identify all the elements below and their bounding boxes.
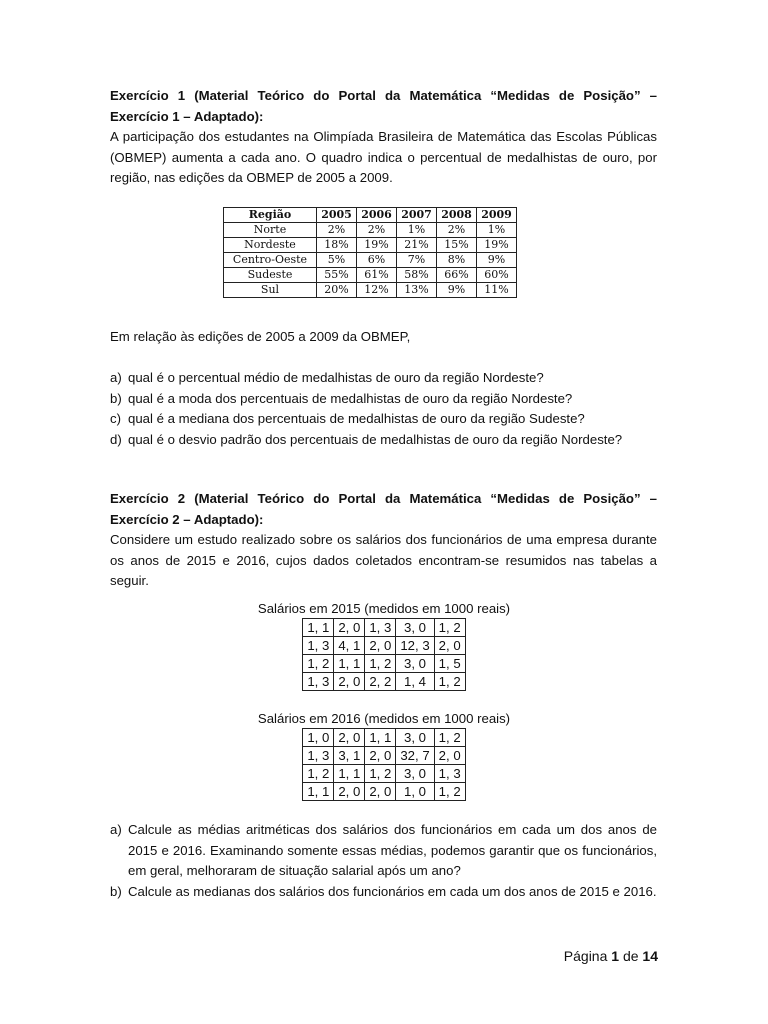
page-label: Página <box>563 948 608 964</box>
table-cell: 12% <box>357 283 397 298</box>
exercise-2-heading: Exercício 2 (Material Teórico do Portal da Matemática “Medidas de Posição” – Exercício 2 – Adaptado): <box>110 491 657 527</box>
table-header-row <box>224 208 517 223</box>
page-total: 14 <box>642 948 658 964</box>
question-letter: a) <box>110 822 122 837</box>
table-cell: Sudeste <box>224 268 317 283</box>
table-cell: 1, 3 <box>434 765 465 783</box>
question-text: qual é a moda dos percentuais de medalhistas de ouro da região Nordeste? <box>128 390 573 406</box>
salary-2016-caption: Salários em 2016 (medidos em 1000 reais) <box>257 711 511 726</box>
table-cell: Norte <box>224 223 317 238</box>
table-cell: 2, 0 <box>365 783 396 801</box>
table-cell: 1, 2 <box>434 673 465 691</box>
list-item <box>110 882 657 903</box>
table-row <box>224 223 517 238</box>
exercise-1-prompt-block <box>110 327 657 348</box>
table-cell: 3, 0 <box>396 765 434 783</box>
table-cell: 2% <box>437 223 477 238</box>
table-cell: 2, 0 <box>334 783 365 801</box>
salary-2016-table <box>302 728 465 801</box>
question-letter: b) <box>110 390 122 406</box>
table-cell: 1, 2 <box>434 619 465 637</box>
table-header-cell: 2008 <box>437 208 477 223</box>
salary-2015-block <box>0 600 768 691</box>
table-cell: 1, 1 <box>334 655 365 673</box>
table-cell: 1, 0 <box>303 729 334 747</box>
table-cell: 12, 3 <box>396 637 434 655</box>
table-row <box>303 783 465 801</box>
table-cell: 1, 0 <box>396 783 434 801</box>
page-current: 1 <box>611 948 620 964</box>
exercise-1-questions <box>110 368 670 450</box>
table-cell: 1% <box>397 223 437 238</box>
table-cell: 1, 1 <box>334 765 365 783</box>
page-number <box>564 948 658 964</box>
list-item <box>110 409 670 430</box>
table-row <box>303 765 465 783</box>
question-text: Calcule as médias aritméticas dos salários dos funcionários em cada um dos anos de 2015 e 2016. Examinando somente essas médias, podemos garantir que os funcionários, em geral, melhoraram de situação salarial após um ano? <box>128 822 657 878</box>
list-item <box>110 820 657 882</box>
table-cell: 8% <box>437 253 477 268</box>
table-cell: 1, 1 <box>303 783 334 801</box>
table-cell: 1, 2 <box>434 783 465 801</box>
table-cell: 1, 2 <box>365 765 396 783</box>
table-cell: 11% <box>477 283 517 298</box>
table-row <box>303 673 465 691</box>
table-row <box>224 283 517 298</box>
table-row <box>303 729 465 747</box>
exercise-1-section <box>110 86 657 189</box>
table-cell: 13% <box>397 283 437 298</box>
table-cell: 1, 3 <box>303 637 334 655</box>
table-cell: 19% <box>357 238 397 253</box>
table-cell: 2% <box>317 223 357 238</box>
table-cell: 2, 0 <box>365 637 396 655</box>
exercise-1-prompt: Em relação às edições de 2005 a 2009 da OBMEP, <box>110 329 411 344</box>
table-cell: 2, 2 <box>365 673 396 691</box>
table-row <box>224 268 517 283</box>
question-letter: a) <box>110 370 122 385</box>
table-row <box>303 655 465 673</box>
table-row <box>303 747 465 765</box>
table-cell: 1, 1 <box>303 619 334 637</box>
table-cell: 2, 0 <box>334 729 365 747</box>
medal-table-wrapper <box>223 207 517 298</box>
table-cell: 2% <box>357 223 397 238</box>
table-cell: 21% <box>397 238 437 253</box>
table-cell: 2, 0 <box>434 747 465 765</box>
table-cell: 1, 5 <box>434 655 465 673</box>
list-item <box>110 368 670 389</box>
page-of-label: de <box>622 948 639 964</box>
table-cell: 66% <box>437 268 477 283</box>
table-cell: 19% <box>477 238 517 253</box>
table-cell: 61% <box>357 268 397 283</box>
table-cell: 1% <box>477 223 517 238</box>
table-cell: 3, 0 <box>396 619 434 637</box>
table-cell: 2, 0 <box>434 637 465 655</box>
table-cell: 32, 7 <box>396 747 434 765</box>
salary-2015-table <box>302 618 465 691</box>
table-cell: 1, 2 <box>434 729 465 747</box>
exercise-1-intro: A participação dos estudantes na Olimpíada Brasileira de Matemática das Escolas Públicas (OBMEP) aumenta a cada ano. O quadro indica o percentual de medalhistas de ouro, por região, nas edições da OBMEP de 2005 a 2009. <box>110 129 657 185</box>
list-item <box>110 389 670 410</box>
table-cell: 5% <box>317 253 357 268</box>
table-cell: Sul <box>224 283 317 298</box>
table-cell: 1, 3 <box>365 619 396 637</box>
table-cell: 1, 2 <box>303 655 334 673</box>
table-cell: 9% <box>437 283 477 298</box>
table-cell: 7% <box>397 253 437 268</box>
table-cell: 3, 0 <box>396 655 434 673</box>
table-cell: 1, 3 <box>303 673 334 691</box>
table-cell: Nordeste <box>224 238 317 253</box>
salary-2015-caption: Salários em 2015 (medidos em 1000 reais) <box>257 601 511 616</box>
table-cell: 1, 2 <box>365 655 396 673</box>
table-cell: 15% <box>437 238 477 253</box>
medal-percentage-table <box>223 207 517 298</box>
table-cell: 1, 2 <box>303 765 334 783</box>
table-cell: 3, 1 <box>334 747 365 765</box>
exercise-2-questions <box>110 820 657 902</box>
table-header-cell: 2005 <box>317 208 357 223</box>
table-header-cell: 2007 <box>397 208 437 223</box>
table-header-cell: Região <box>224 208 317 223</box>
table-cell: 20% <box>317 283 357 298</box>
question-text: qual é o desvio padrão dos percentuais de medalhistas de ouro da região Nordeste? <box>128 431 623 447</box>
table-cell: 58% <box>397 268 437 283</box>
table-cell: 9% <box>477 253 517 268</box>
table-cell: 2, 0 <box>365 747 396 765</box>
question-text: qual é o percentual médio de medalhistas de ouro da região Nordeste? <box>128 370 544 385</box>
table-cell: 18% <box>317 238 357 253</box>
table-header-cell: 2006 <box>357 208 397 223</box>
table-row <box>224 253 517 268</box>
exercise-2-intro: Considere um estudo realizado sobre os salários dos funcionários de uma empresa durante os anos de 2015 e 2016, cujos dados coletados encontram-se resumidos nas tabelas a seguir. <box>110 532 657 588</box>
salary-2016-block <box>0 710 768 801</box>
question-letter: b) <box>110 883 122 899</box>
table-cell: 3, 0 <box>396 729 434 747</box>
table-cell: 1, 4 <box>396 673 434 691</box>
list-item <box>110 430 670 451</box>
question-text: qual é a mediana dos percentuais de medalhistas de ouro da região Sudeste? <box>128 411 585 426</box>
table-cell: 1, 1 <box>365 729 396 747</box>
exercise-2-section <box>110 489 657 592</box>
table-header-cell: 2009 <box>477 208 517 223</box>
question-letter: c) <box>110 411 121 426</box>
table-row <box>303 619 465 637</box>
exercise-1-heading: Exercício 1 (Material Teórico do Portal da Matemática “Medidas de Posição” – Exercício 1 – Adaptado): <box>110 88 657 124</box>
table-cell: 4, 1 <box>334 637 365 655</box>
table-cell: 60% <box>477 268 517 283</box>
table-cell: 6% <box>357 253 397 268</box>
table-cell: Centro-Oeste <box>224 253 317 268</box>
table-cell: 2, 0 <box>334 619 365 637</box>
table-cell: 1, 3 <box>303 747 334 765</box>
table-row <box>224 238 517 253</box>
question-text: Calcule as medianas dos salários dos funcionários em cada um dos anos de 2015 e 2016. <box>128 883 657 899</box>
table-row <box>303 637 465 655</box>
question-letter: d) <box>110 431 122 447</box>
table-cell: 55% <box>317 268 357 283</box>
table-cell: 2, 0 <box>334 673 365 691</box>
